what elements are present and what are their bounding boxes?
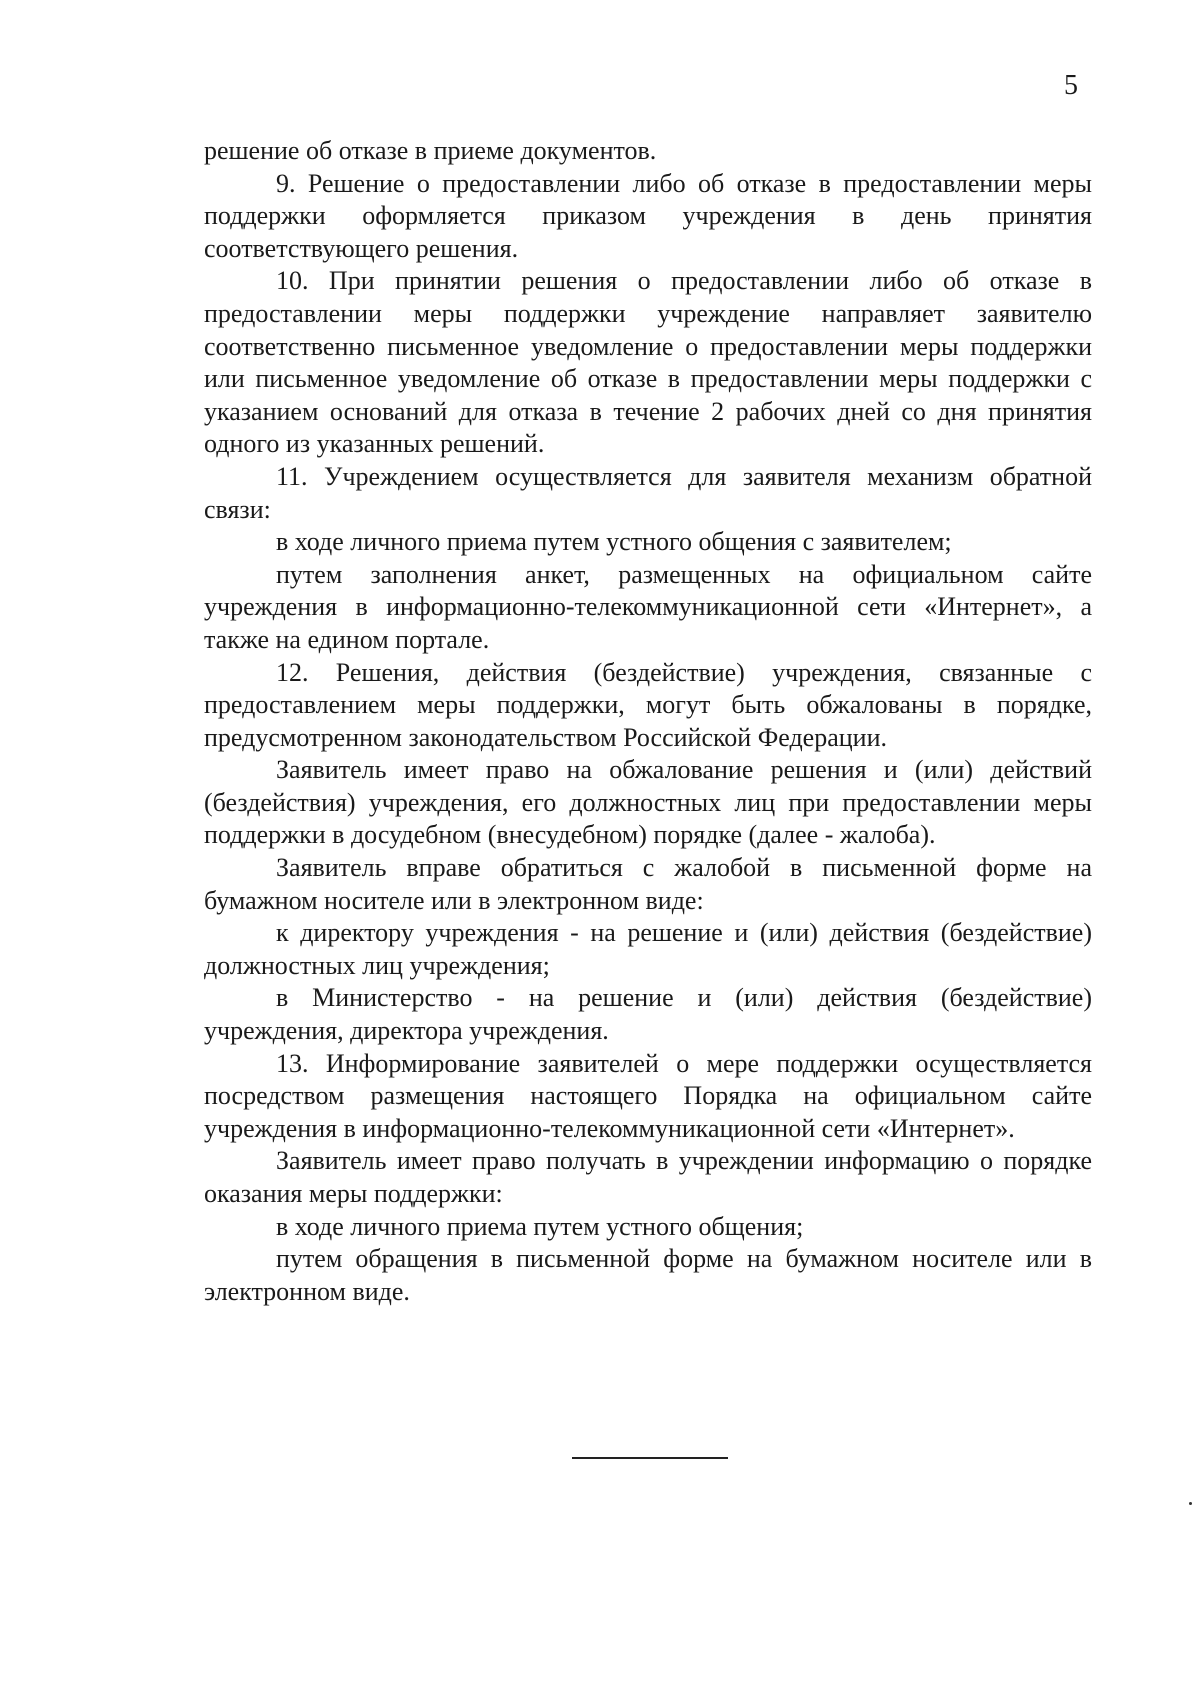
document-body [204, 135, 1092, 1308]
paragraph-info-right: Заявитель имеет право получать в учреждении информацию о порядке оказания меры поддержки: [204, 1146, 1092, 1208]
paragraph-feedback-personal: в ходе личного приема путем устного общения с заявителем; [276, 527, 952, 557]
paragraph-feedback-survey: путем заполнения анкет, размещенных на официальном сайте учреждения в информационно-телекоммуникационной сети «Интернет», а также на едином портале. [204, 559, 1092, 654]
paragraph-item-11: 11. Учреждением осуществляется для заявителя механизм обратной связи: [204, 461, 1092, 524]
paragraph-appeal-form: Заявитель вправе обратиться с жалобой в письменной форме на бумажном носителе или в электронном виде: [204, 853, 1092, 915]
paragraph-appeal-right: Заявитель имеет право на обжалование решения и (или) действий (бездействия) учреждения, его должностных лиц при предоставлении меры поддержки в досудебном (внесудебном) порядке (далее - жалоба). [204, 755, 1092, 850]
paragraph-item-13: 13. Информирование заявителей о мере поддержки осуществляется посредством размещения настоящего Порядка на официальном сайте учреждения в информационно-телекоммуникационной сети «Интернет». [204, 1048, 1092, 1143]
paragraph-appeal-director: к директору учреждения - на решение и (или) действия (бездействие) должностных лиц учреждения; [204, 918, 1092, 980]
scan-artifact-dot [1189, 1502, 1192, 1505]
end-of-document-rule [572, 1457, 728, 1459]
paragraph-continuation: решение об отказе в приеме документов. [204, 136, 657, 165]
paragraph-appeal-ministry: в Министерство - на решение и (или) действия (бездействие) учреждения, директора учреждения. [204, 983, 1092, 1046]
paragraph-item-9: 9. Решение о предоставлении либо об отказе в предоставлении меры поддержки оформляется приказом учреждения в день принятия соответствующего решения. [204, 168, 1092, 263]
paragraph-info-personal: в ходе личного приема путем устного общения; [276, 1211, 804, 1241]
paragraph-item-12: 12. Решения, действия (бездействие) учреждения, связанные с предоставлением меры поддержки, могут быть обжалованы в порядке, предусмотренном законодательством Российской Федерации. [204, 657, 1092, 752]
paragraph-item-10: 10. При принятии решения о предоставлении либо об отказе в предоставлении меры поддержки учреждение направляет заявителю соответственно письменное уведомление о предоставлении меры поддержки или письменное уведомление об отказе в предоставлении меры поддержки с указанием оснований для отказа в течение 2 рабочих дней со дня принятия одного из указанных решений. [204, 266, 1092, 459]
paragraph-info-written: путем обращения в письменной форме на бумажном носителе или в электронном виде. [204, 1244, 1092, 1306]
page-number: 5 [1064, 70, 1078, 101]
